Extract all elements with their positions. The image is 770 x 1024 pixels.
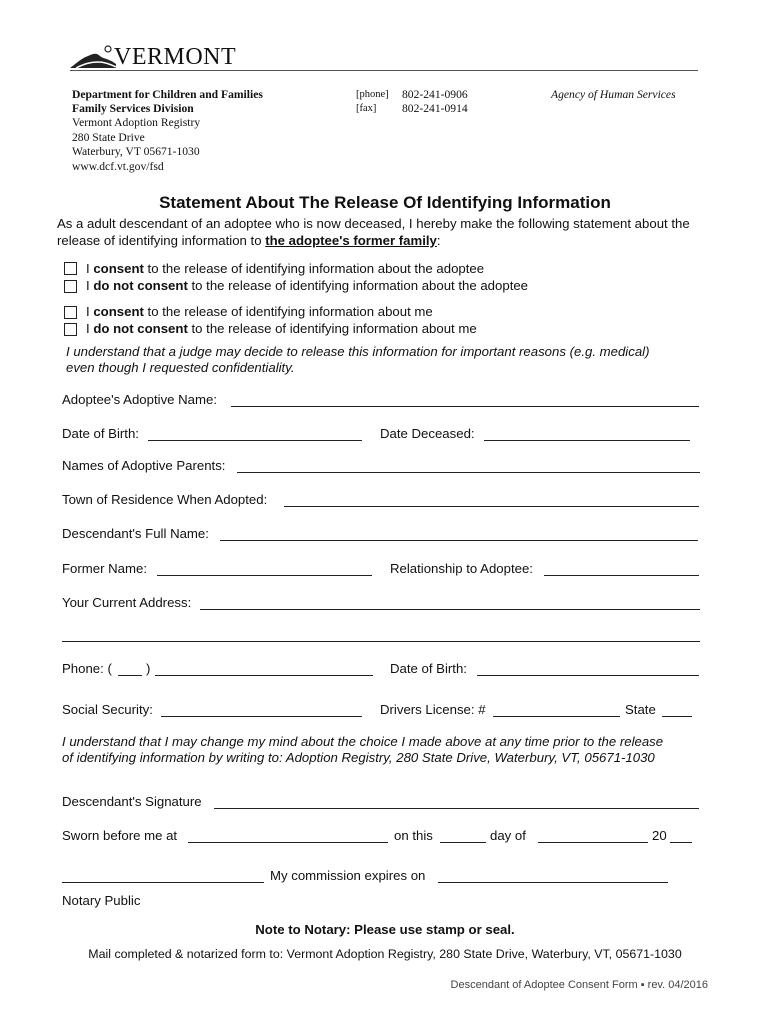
address-department: Department for Children and Families bbox=[72, 88, 263, 101]
notary-note: Note to Notary: Please use stamp or seal. bbox=[255, 922, 515, 937]
option-prefix: I bbox=[86, 278, 94, 293]
address-registry: Vermont Adoption Registry bbox=[72, 116, 201, 129]
label-commission: My commission expires on bbox=[270, 868, 426, 883]
address-division: Family Services Division bbox=[72, 102, 194, 115]
input-license[interactable] bbox=[493, 716, 620, 717]
label-dob-2: Date of Birth: bbox=[390, 661, 467, 676]
option-emph: do not consent bbox=[93, 278, 188, 293]
label-dob: Date of Birth: bbox=[62, 426, 139, 441]
vermont-logo-text: VERMONT bbox=[114, 44, 237, 70]
input-adoptive-parents[interactable] bbox=[237, 472, 700, 473]
label-former-name: Former Name: bbox=[62, 561, 147, 576]
input-ssn[interactable] bbox=[161, 716, 362, 717]
input-former-name[interactable] bbox=[157, 575, 372, 576]
mail-note: Mail completed & notarized form to: Vermont Adoption Registry, 280 State Drive, Waterbury, VT, 05671-1030 bbox=[88, 947, 682, 961]
option-prefix: I bbox=[86, 304, 94, 319]
intro-former-family: the adoptee's former family bbox=[265, 233, 437, 248]
input-phone[interactable] bbox=[155, 675, 373, 676]
label-sworn: Sworn before me at bbox=[62, 828, 178, 843]
label-on-this: on this bbox=[394, 828, 433, 843]
input-dob[interactable] bbox=[148, 440, 362, 441]
checkbox-consent-me[interactable] bbox=[64, 306, 77, 319]
phone-label: [phone] bbox=[356, 89, 389, 100]
label-adoptive-parents: Names of Adoptive Parents: bbox=[62, 458, 226, 473]
input-day[interactable] bbox=[440, 842, 486, 843]
intro-line-1: As a adult descendant of an adoptee who is now deceased, I hereby make the following statement about the bbox=[57, 216, 690, 231]
option-emph: consent bbox=[93, 304, 144, 319]
label-descendant-name: Descendant's Full Name: bbox=[62, 526, 209, 541]
input-relationship[interactable] bbox=[544, 575, 699, 576]
input-state[interactable] bbox=[662, 716, 692, 717]
label-notary-public: Notary Public bbox=[62, 893, 141, 908]
label-date-deceased: Date Deceased: bbox=[380, 426, 475, 441]
label-year: 20 bbox=[652, 828, 667, 843]
input-month[interactable] bbox=[538, 842, 648, 843]
agency-name: Agency of Human Services bbox=[551, 88, 676, 101]
input-current-address-line-2[interactable] bbox=[62, 641, 700, 642]
input-sworn-location[interactable] bbox=[188, 842, 388, 843]
option-consent-adoptee bbox=[86, 261, 484, 276]
intro-line-2 bbox=[57, 233, 441, 248]
fax-label: [fax] bbox=[356, 103, 377, 114]
fax-number: 802-241-0914 bbox=[402, 102, 468, 115]
intro-colon: : bbox=[436, 233, 441, 248]
label-relationship: Relationship to Adoptee: bbox=[390, 561, 533, 576]
input-descendant-name[interactable] bbox=[220, 540, 698, 541]
change-note-line-1: I understand that I may change my mind about the choice I made above at any time prior to the release bbox=[62, 734, 664, 749]
intro-line-2-prefix: release of identifying information to bbox=[57, 233, 266, 248]
checkbox-consent-adoptee[interactable] bbox=[64, 262, 77, 275]
option-text: to the release of identifying information about the adoptee bbox=[187, 278, 529, 293]
checkbox-no-consent-adoptee[interactable] bbox=[64, 280, 77, 293]
label-phone: Phone: ( bbox=[62, 661, 112, 676]
input-current-address[interactable] bbox=[200, 609, 700, 610]
address-city: Waterbury, VT 05671-1030 bbox=[72, 145, 200, 158]
label-signature: Descendant's Signature bbox=[62, 794, 202, 809]
option-prefix: I bbox=[86, 321, 94, 336]
input-date-deceased[interactable] bbox=[484, 440, 690, 441]
input-adoptive-name[interactable] bbox=[231, 406, 699, 407]
option-text: to the release of identifying information about me bbox=[143, 304, 433, 319]
option-no-consent-me bbox=[86, 321, 477, 336]
vermont-logo-mountain-icon bbox=[70, 44, 116, 70]
phone-number: 802-241-0906 bbox=[402, 88, 468, 101]
form-footer: Descendant of Adoptee Consent Form ▪ rev. 04/2016 bbox=[450, 979, 708, 991]
option-consent-me bbox=[86, 304, 433, 319]
input-signature[interactable] bbox=[214, 808, 699, 809]
label-current-address: Your Current Address: bbox=[62, 595, 192, 610]
change-note-line-2: of identifying information by writing to: Adoption Registry, 280 State Drive, Waterbury, VT, 05671-1030 bbox=[62, 750, 655, 765]
page-title: Statement About The Release Of Identifying Information bbox=[159, 193, 611, 212]
input-phone-area[interactable] bbox=[118, 675, 142, 676]
input-town-residence[interactable] bbox=[284, 506, 699, 507]
input-year[interactable] bbox=[670, 842, 692, 843]
judge-note-line-1: I understand that a judge may decide to release this information for important reasons (e.g. medical) bbox=[66, 344, 650, 359]
option-no-consent-adoptee bbox=[86, 278, 528, 293]
input-dob-2[interactable] bbox=[477, 675, 699, 676]
judge-note-line-2: even though I requested confidentiality. bbox=[66, 360, 295, 375]
address-website: www.dcf.vt.gov/fsd bbox=[72, 160, 164, 173]
input-notary-signature[interactable] bbox=[62, 882, 264, 883]
option-emph: consent bbox=[93, 261, 144, 276]
checkbox-no-consent-me[interactable] bbox=[64, 323, 77, 336]
input-commission-date[interactable] bbox=[438, 882, 668, 883]
address-street: 280 State Drive bbox=[72, 131, 145, 144]
label-day-of: day of bbox=[490, 828, 526, 843]
label-phone-close: ) bbox=[146, 661, 151, 676]
option-text: to the release of identifying information about me bbox=[187, 321, 477, 336]
option-emph: do not consent bbox=[93, 321, 188, 336]
label-town-residence: Town of Residence When Adopted: bbox=[62, 492, 268, 507]
header-rule bbox=[70, 70, 698, 71]
label-adoptive-name: Adoptee's Adoptive Name: bbox=[62, 392, 218, 407]
option-text: to the release of identifying information about the adoptee bbox=[143, 261, 485, 276]
label-state: State bbox=[625, 702, 656, 717]
label-license: Drivers License: # bbox=[380, 702, 486, 717]
label-ssn: Social Security: bbox=[62, 702, 153, 717]
option-prefix: I bbox=[86, 261, 94, 276]
